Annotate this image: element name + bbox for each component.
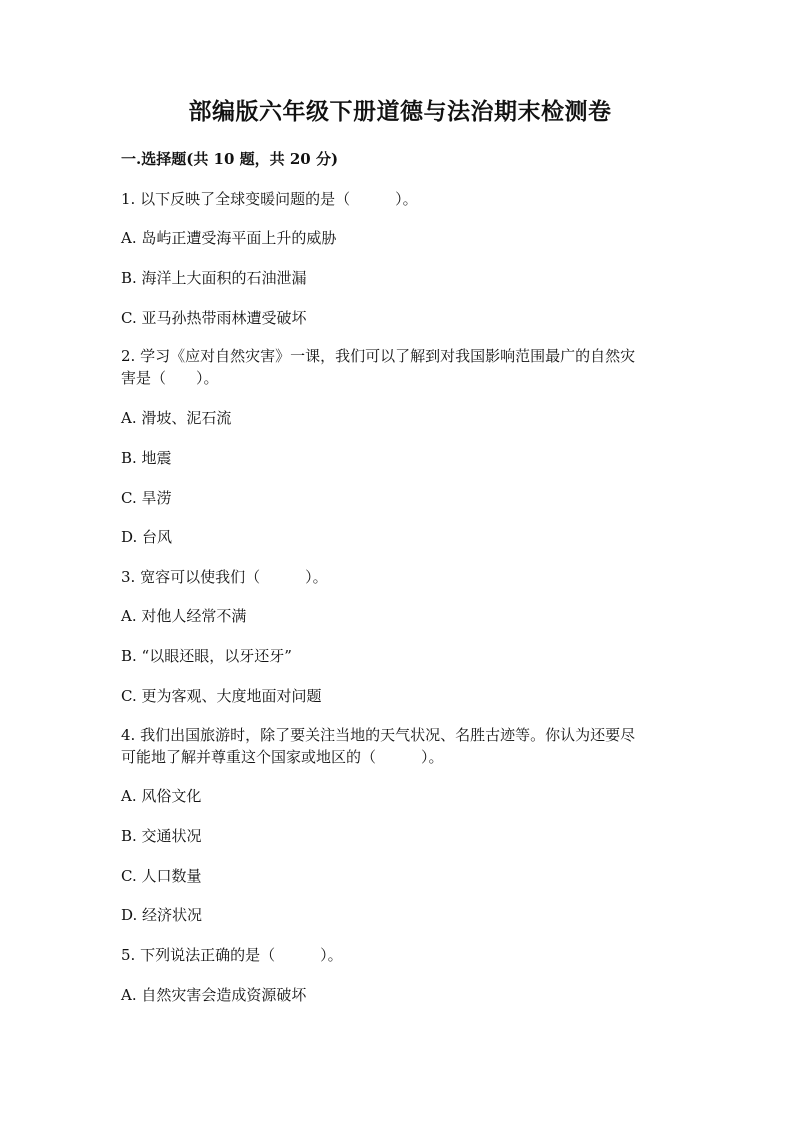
question-3-option-b: B. “以眼还眼，以牙还牙” bbox=[121, 647, 292, 665]
question-2-stem-line-1: 2. 学习《应对自然灾害》一课，我们可以了解到对我国影响范围最广的自然灾 bbox=[121, 347, 636, 365]
question-2-option-c: C. 旱涝 bbox=[121, 489, 172, 507]
question-4-stem-line-2: 可能地了解并尊重这个国家或地区的（ ）。 bbox=[121, 748, 444, 766]
document-title: 部编版六年级下册道德与法治期末检测卷 bbox=[188, 98, 612, 125]
question-5-stem: 5. 下列说法正确的是（ ）。 bbox=[121, 946, 343, 964]
question-1-option-b: B. 海洋上大面积的石油泄漏 bbox=[121, 269, 307, 287]
question-3-option-c: C. 更为客观、大度地面对问题 bbox=[121, 687, 322, 705]
question-2-option-d: D. 台风 bbox=[121, 528, 173, 546]
question-3-stem: 3. 宽容可以使我们（ ）。 bbox=[121, 568, 328, 586]
question-5-option-a: A. 自然灾害会造成资源破坏 bbox=[121, 986, 307, 1004]
question-2-stem-line-2: 害是（ ）。 bbox=[121, 369, 219, 387]
question-4-stem-line-1: 4. 我们出国旅游时，除了要关注当地的天气状况、名胜古迹等。你认为还要尽 bbox=[121, 726, 636, 744]
question-4-option-a: A. 风俗文化 bbox=[121, 787, 202, 805]
question-4-option-c: C. 人口数量 bbox=[121, 867, 202, 885]
question-1-option-c: C. 亚马孙热带雨林遭受破坏 bbox=[121, 309, 307, 327]
question-2-option-a: A. 滑坡、泥石流 bbox=[121, 409, 232, 427]
question-4-option-b: B. 交通状况 bbox=[121, 827, 202, 845]
question-4-option-d: D. 经济状况 bbox=[121, 906, 203, 924]
question-2-option-b: B. 地震 bbox=[121, 449, 172, 467]
section-heading: 一.选择题(共 10 题，共 20 分) bbox=[121, 150, 339, 168]
question-3-option-a: A. 对他人经常不满 bbox=[121, 607, 247, 625]
question-1-stem: 1. 以下反映了全球变暖问题的是（ ）。 bbox=[121, 190, 418, 208]
question-1-option-a: A. 岛屿正遭受海平面上升的威胁 bbox=[121, 229, 337, 247]
